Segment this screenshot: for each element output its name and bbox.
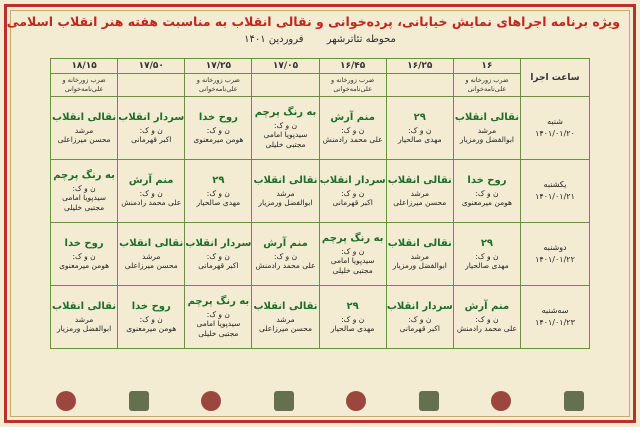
- performer-name: اکبر قهرمانی: [332, 197, 373, 207]
- performer-role: مرشد: [276, 314, 295, 324]
- day-cell: [521, 160, 590, 223]
- performer-name: مهدی صالحیار: [397, 134, 442, 144]
- sponsor-logos: [30, 389, 610, 413]
- performer-name: هومن میرمعنوی: [59, 260, 110, 270]
- day-row: [51, 286, 590, 349]
- performer-name-2: مجتبی خلیلی: [265, 139, 306, 149]
- time-sub: [252, 74, 319, 97]
- performer-role: ن و ک:: [139, 125, 163, 135]
- sponsor-logo-icon: [274, 391, 294, 411]
- performance-title: روح خدا: [131, 300, 171, 312]
- performer-role: ن و ک:: [206, 125, 230, 135]
- performer-role: ن و ک:: [206, 309, 230, 319]
- performer-name: مهدی صالحیار: [330, 323, 375, 333]
- performer-name-2: مجتبی خلیلی: [198, 328, 239, 338]
- performer-name: سیدپویا امامی: [62, 192, 106, 202]
- performer-name: سیدپویا امامی: [263, 129, 308, 139]
- performance-cell: [51, 223, 118, 286]
- performer-role: ن و ک:: [206, 251, 230, 261]
- performance-cell: [118, 286, 185, 349]
- performance-cell: [453, 286, 520, 349]
- performance-title: به رنگ پرچم: [187, 295, 250, 307]
- performer-name: اکبر قهرمانی: [198, 260, 239, 270]
- performer-role: مرشد: [142, 251, 161, 261]
- performer-name: ابوالفضل ورمزیار: [392, 260, 447, 270]
- performance-cell: [386, 97, 453, 160]
- performance-title: سردار انقلاب: [386, 300, 453, 312]
- performer-role: ن و ک:: [206, 188, 230, 198]
- performance-cell: [185, 160, 252, 223]
- performer-role: ن و ک:: [273, 120, 298, 130]
- day-cell: [521, 223, 590, 286]
- performance-title: روح خدا: [64, 237, 104, 249]
- performance-cell: [319, 223, 386, 286]
- day-name: شنبه: [547, 117, 563, 126]
- sponsor-logo-icon: [419, 391, 439, 411]
- performer-role: ن و ک:: [72, 183, 96, 193]
- performer-role: مرشد: [477, 125, 497, 135]
- performance-cell: [386, 286, 453, 349]
- performance-title: منم آرش: [464, 300, 510, 312]
- performer-name: مهدی صالحیار: [196, 197, 241, 207]
- performer-name: علی محمد رادمنش: [121, 197, 182, 207]
- performer-name: محسن میرزاعلی: [259, 323, 312, 333]
- performer-name: محسن میرزاعلی: [57, 134, 111, 144]
- performance-cell: [51, 97, 118, 160]
- performer-name: علی محمد رادمنش: [322, 134, 383, 144]
- performer-role: ن و ک:: [139, 314, 163, 324]
- performer-name: سیدپویا امامی: [330, 255, 375, 265]
- performer-role: مرشد: [276, 188, 295, 198]
- performer-role: ن و ک:: [475, 188, 499, 198]
- performance-cell: [118, 160, 185, 223]
- time-sub: [118, 74, 185, 97]
- time-header: ۱۶/۲۵: [386, 59, 453, 74]
- subtitle: [20, 34, 620, 45]
- performance-cell: [319, 97, 386, 160]
- performer-role: مرشد: [410, 251, 429, 261]
- performer-role: ن و ک:: [408, 125, 432, 135]
- performance-cell: [118, 223, 185, 286]
- time-header: ۱۶/۴۵: [319, 59, 386, 74]
- performance-cell: [51, 160, 118, 223]
- performer-name: ابوالفضل ورمزیار: [56, 323, 112, 333]
- performance-cell: [319, 286, 386, 349]
- performance-title: نقالی انقلاب: [253, 300, 318, 312]
- sponsor-logo-icon: [56, 391, 76, 411]
- performer-role: ن و ک:: [341, 246, 365, 256]
- performer-role: مرشد: [74, 125, 94, 135]
- times-row: [51, 59, 590, 74]
- performer-name-2: مجتبی خلیلی: [332, 265, 373, 275]
- sponsor-logo-icon: [491, 391, 511, 411]
- performance-cell: [453, 160, 520, 223]
- performance-title: به رنگ پرچم: [254, 106, 317, 118]
- performance-cell: [252, 286, 319, 349]
- performance-title: سردار انقلاب: [118, 111, 185, 123]
- sub-row: [51, 74, 590, 97]
- performer-name: محسن میرزاعلی: [124, 260, 178, 270]
- sponsor-logo-icon: [129, 391, 149, 411]
- time-sub: ضرب زورخانه و علی‌نامه‌خوانی: [51, 74, 118, 97]
- performance-title: نقالی انقلاب: [119, 237, 184, 249]
- performance-title: ۲۹: [346, 300, 359, 312]
- performance-title: سردار انقلاب: [319, 174, 386, 186]
- day-date: ۱۴۰۱/۰۱/۲۱: [535, 192, 575, 201]
- performer-name: هومن میرمعنوی: [126, 323, 177, 333]
- performer-name: علی محمد رادمنش: [255, 260, 316, 270]
- performer-role: مرشد: [410, 188, 429, 198]
- performance-title: به رنگ پرچم: [53, 169, 115, 181]
- performance-title: ۲۹: [413, 111, 426, 123]
- performer-name: هومن میرمعنوی: [461, 197, 512, 207]
- performance-cell: [185, 223, 252, 286]
- performance-cell: [453, 223, 520, 286]
- day-row: [51, 97, 590, 160]
- time-header: ۱۶: [453, 59, 520, 74]
- performer-name-2: مجتبی خلیلی: [64, 202, 105, 212]
- performance-title: منم آرش: [263, 237, 308, 249]
- performer-name: اکبر قهرمانی: [131, 134, 172, 144]
- performer-role: ن و ک:: [139, 188, 163, 198]
- page-title: ویژه برنامه اجراهای نمایش خیابانی، پرده‌خوانی و نقالی انقلاب به مناسبت هفته هنر انقلاب اسلامی: [6, 14, 620, 29]
- performer-name: محسن میرزاعلی: [393, 197, 447, 207]
- day-row: [51, 160, 590, 223]
- performer-name: علی محمد رادمنش: [456, 323, 517, 333]
- performer-role: ن و ک:: [341, 125, 365, 135]
- performer-role: ن و ک:: [408, 314, 432, 324]
- performance-cell: [386, 160, 453, 223]
- time-sub: ضرب زورخانه و علی‌نامه‌خوانی: [453, 74, 520, 97]
- time-sub: [386, 74, 453, 97]
- day-date: ۱۴۰۱/۰۱/۲۲: [535, 255, 575, 264]
- day-name: سه‌شنبه: [541, 306, 569, 315]
- performer-role: ن و ک:: [72, 251, 96, 261]
- month-text: فروردین ۱۴۰۱: [244, 34, 304, 45]
- performance-title: نقالی انقلاب: [454, 111, 519, 123]
- performer-name: ابوالفضل ورمزیار: [459, 134, 515, 144]
- performer-role: ن و ک:: [341, 314, 365, 324]
- day-name: دوشنبه: [543, 243, 567, 252]
- performance-title: منم آرش: [128, 174, 174, 186]
- sponsor-logo-icon: [346, 391, 366, 411]
- performance-title: ۲۹: [480, 237, 494, 249]
- venue-text: محوطه تئاترشهر: [326, 34, 396, 45]
- time-sub: ضرب زورخانه و علی‌نامه‌خوانی: [319, 74, 386, 97]
- performer-role: ن و ک:: [475, 314, 499, 324]
- performer-name: اکبر قهرمانی: [399, 323, 440, 333]
- performance-cell: [319, 160, 386, 223]
- performance-title: نقالی انقلاب: [253, 174, 318, 186]
- performance-cell: [51, 286, 118, 349]
- performance-title: نقالی انقلاب: [52, 111, 117, 123]
- performer-role: ن و ک:: [273, 251, 298, 261]
- day-row: [51, 223, 590, 286]
- day-cell: [521, 97, 590, 160]
- performance-cell: [185, 97, 252, 160]
- time-sub: ضرب زورخانه و علی‌نامه‌خوانی: [185, 74, 252, 97]
- performance-cell: [252, 97, 319, 160]
- performer-role: ن و ک:: [341, 188, 365, 198]
- schedule-table: [50, 58, 590, 349]
- performance-cell: [118, 97, 185, 160]
- performer-name: سیدپویا امامی: [196, 318, 241, 328]
- sponsor-logo-icon: [564, 391, 584, 411]
- performance-title: روح خدا: [467, 174, 507, 186]
- day-name: یکشنبه: [543, 180, 567, 189]
- day-date: ۱۴۰۱/۰۱/۲۳: [535, 318, 575, 327]
- performance-title: منم آرش: [330, 111, 375, 123]
- performer-role: مرشد: [74, 314, 94, 324]
- performer-name: هومن میرمعنوی: [193, 134, 244, 144]
- performer-name: مهدی صالحیار: [465, 260, 509, 270]
- performance-title: به رنگ پرچم: [321, 232, 384, 244]
- performance-title: نقالی انقلاب: [387, 237, 452, 249]
- performance-title: نقالی انقلاب: [387, 174, 452, 186]
- performance-cell: [252, 160, 319, 223]
- performance-title: ۲۹: [212, 174, 225, 186]
- performance-cell: [185, 286, 252, 349]
- schedule-body: [51, 97, 590, 349]
- performer-role: ن و ک:: [475, 251, 499, 261]
- performance-cell: [386, 223, 453, 286]
- time-label: ساعت اجرا: [521, 59, 590, 97]
- performance-title: نقالی انقلاب: [52, 300, 117, 312]
- time-header: ۱۸/۱۵: [51, 59, 118, 74]
- performance-cell: [453, 97, 520, 160]
- time-header: ۱۷/۵۰: [118, 59, 185, 74]
- time-header: ۱۷/۲۵: [185, 59, 252, 74]
- sponsor-logo-icon: [201, 391, 221, 411]
- performance-title: روح خدا: [198, 111, 238, 123]
- performance-cell: [252, 223, 319, 286]
- performance-title: سردار انقلاب: [185, 237, 252, 249]
- performer-name: ابوالفضل ورمزیار: [258, 197, 313, 207]
- day-cell: [521, 286, 590, 349]
- time-header: ۱۷/۰۵: [252, 59, 319, 74]
- day-date: ۱۴۰۱/۰۱/۲۰: [535, 129, 575, 138]
